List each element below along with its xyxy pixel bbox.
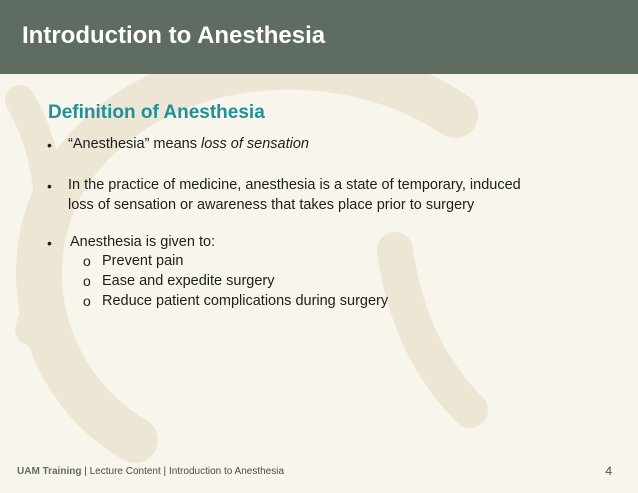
bullet-practice-line-2: loss of sensation or awareness that takes place prior to surgery xyxy=(68,197,475,213)
slide-title: Introduction to Anesthesia xyxy=(22,22,326,49)
footer-separator: | xyxy=(81,466,90,477)
sub-bullet-marker: o xyxy=(83,273,91,289)
sub-bullet-marker: o xyxy=(83,253,91,269)
bullet-marker: • xyxy=(47,137,52,153)
bullet-marker: • xyxy=(47,178,52,194)
footer xyxy=(17,466,284,477)
bullet-practice xyxy=(68,175,521,215)
sub-bullet-marker: o xyxy=(83,293,91,309)
sub-item-ease-surgery: Ease and expedite surgery xyxy=(102,273,275,289)
sub-item-reduce-complications: Reduce patient complications during surgery xyxy=(102,293,389,309)
footer-separator: | xyxy=(160,466,169,477)
bullet-given-to: Anesthesia is given to: xyxy=(70,234,216,250)
bullet-definition-prefix: “Anesthesia” means xyxy=(68,136,201,152)
footer-brand: UAM Training xyxy=(17,466,82,477)
bullet-definition-emphasis: loss of sensation xyxy=(200,136,309,152)
bullet-definition xyxy=(68,134,309,154)
sub-item-prevent-pain: Prevent pain xyxy=(102,253,184,269)
bullet-practice-line-1: In the practice of medicine, anesthesia is a state of temporary, induced xyxy=(68,177,521,193)
bullet-marker: • xyxy=(47,235,52,251)
footer-lecture-content: Lecture Content xyxy=(89,466,161,477)
page-number: 4 xyxy=(605,464,612,478)
section-heading: Definition of Anesthesia xyxy=(48,102,265,123)
footer-topic: Introduction to Anesthesia xyxy=(168,466,285,477)
title-bar xyxy=(0,0,638,74)
